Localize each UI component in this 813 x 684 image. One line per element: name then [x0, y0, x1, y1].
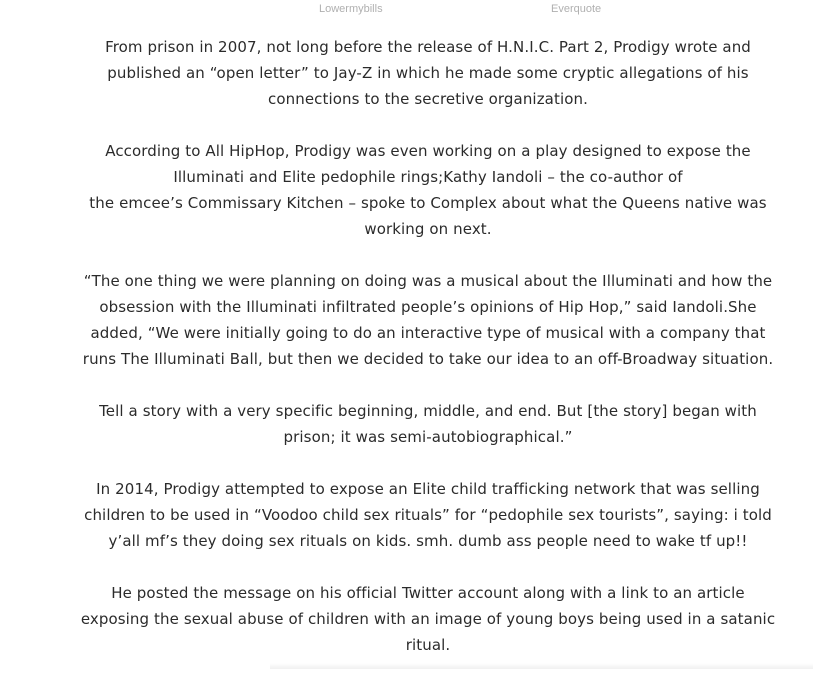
- top-link-lowermybills[interactable]: Lowermybills: [319, 3, 383, 15]
- article-paragraph-3: “The one thing we were planning on doing was a musical about the Illuminati and how the obsession with the Illuminati infiltrated people’s opinions of Hip Hop,” said Iandoli.She added, “We were initially going to do an interactive type of musical with a company that runs The Illuminati Ball, but then we decided to take our idea to an off-Broadway situation.: [82, 272, 774, 368]
- article-paragraph-1: From prison in 2007, not long before the release of H.N.I.C. Part 2, Prodigy wrote and published an “open letter” to Jay-Z in which he made some cryptic allegations of his connections to the secretive organization.: [105, 38, 751, 108]
- article-paragraph-2: [78, 138, 778, 242]
- top-ad-links: [0, 3, 813, 19]
- article-paragraph-6: He posted the message on his official Twitter account along with a link to an article exposing the sexual abuse of children with an image of young boys being used in a satanic ritual.: [80, 584, 776, 654]
- article-paragraph-4: Tell a story with a very specific beginning, middle, and end. But [the story] began with prison; it was semi-autobiographical.”: [99, 402, 757, 446]
- bottom-panel-shadow: [270, 663, 813, 669]
- article-paragraph-2b: the emcee’s Commissary Kitchen – spoke to Complex about what the Queens native was working on next.: [89, 194, 767, 238]
- top-link-everquote[interactable]: Everquote: [551, 3, 602, 15]
- article-paragraph-2a: According to All HipHop, Prodigy was even working on a play designed to expose the Illuminati and Elite pedophile rings;Kathy Iandoli – the co-author of: [105, 142, 751, 186]
- article-body: [78, 34, 778, 684]
- article-paragraph-5: In 2014, Prodigy attempted to expose an Elite child trafficking network that was selling children to be used in “Voodoo child sex rituals” for “pedophile sex tourists”, saying: i told y’all mf’s they doing sex rituals on kids. smh. dumb ass people need to wake tf up!!: [84, 480, 772, 550]
